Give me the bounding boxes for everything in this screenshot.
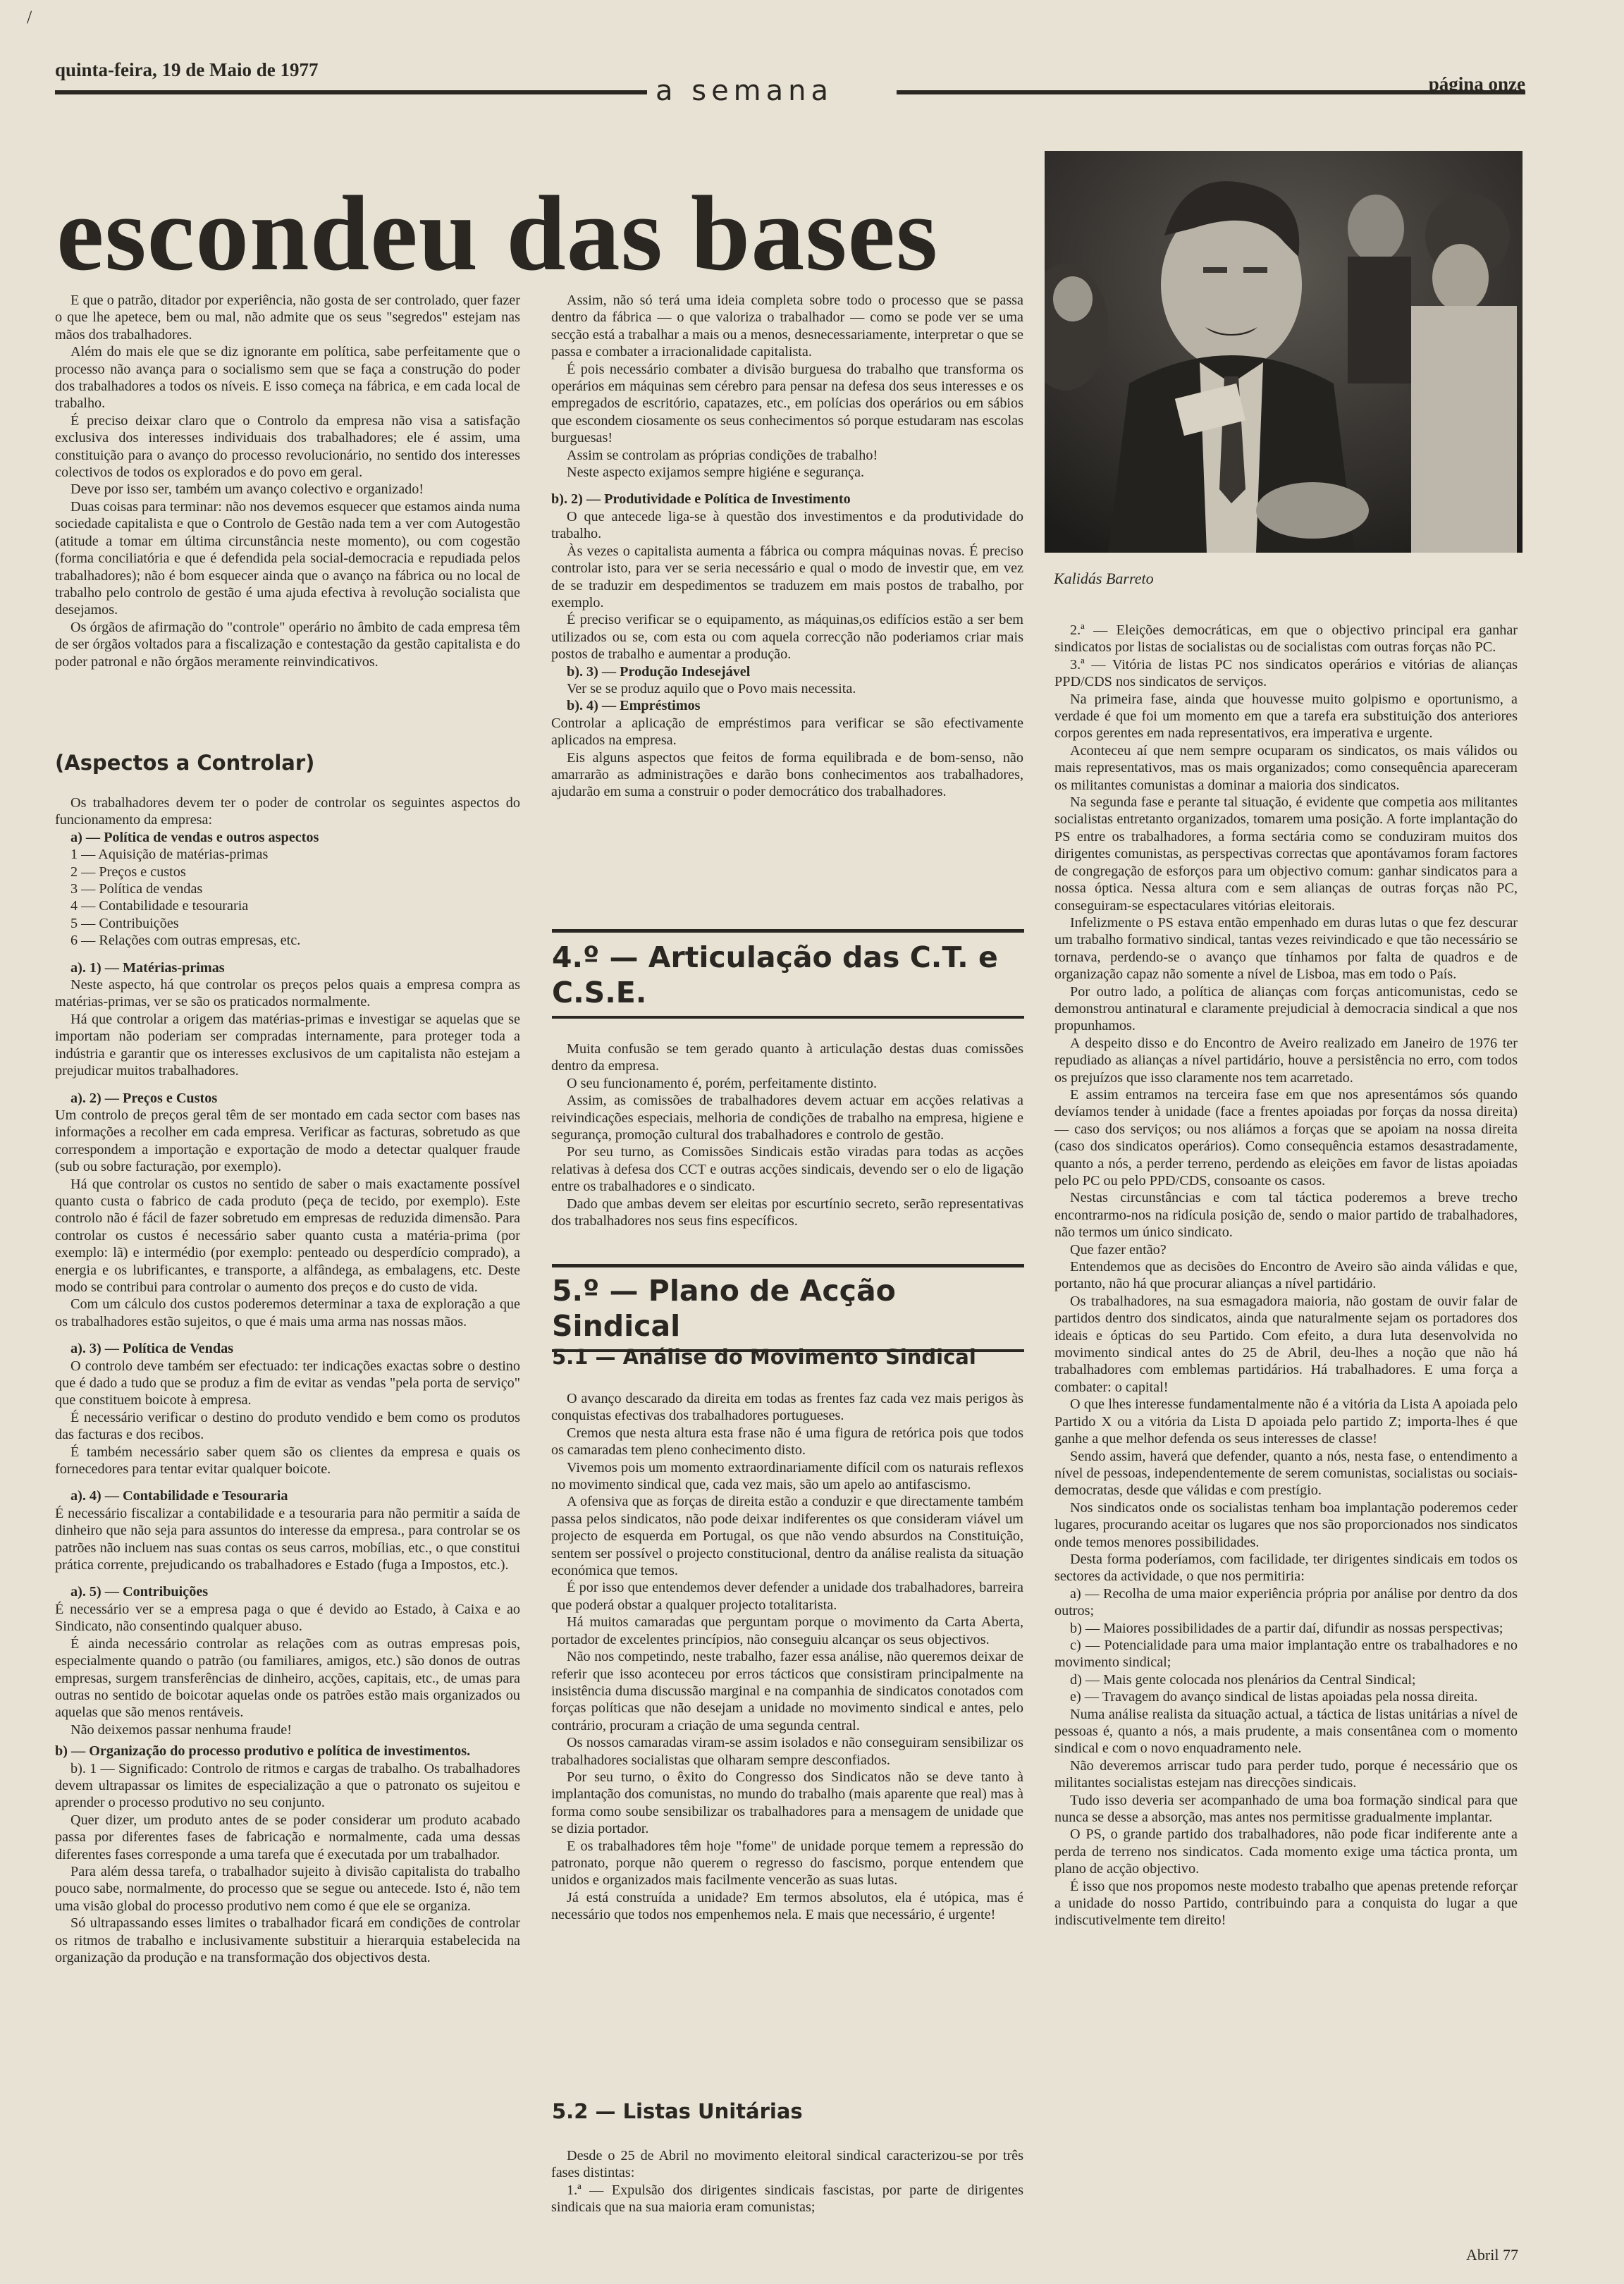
paragraph: O que antecede liga-se à questão dos investimentos e da produtividade do trabalho. [551, 508, 1023, 542]
paragraph: Tudo isso deveria ser acompanhado de uma boa formação sindical para que nunca se desse a absorção, mas antes nos permitisse gradualmente implantar. [1054, 1792, 1518, 1826]
masthead-page: página onze [1428, 73, 1525, 94]
paragraph: Por outro lado, a política de alianças com forças anticomunistas, cedo se demonstrou antinatural e claramente prejudicial à democracia sindical a que nos propunhamos. [1054, 983, 1518, 1034]
paragraph: Aconteceu aí que nem sempre ocuparam os sindicatos, os mais válidos ou mais representativos, mas os mais organizados; como consequência apareceram os militantes comunistas a dominar a maioria dos sindicatos. [1054, 742, 1518, 793]
paragraph: b) — Organização do processo produtivo e política de investimentos. [55, 1743, 471, 1760]
paragraph: d) — Mais gente colocada nos plenários da Central Sindical; [1070, 1671, 1416, 1688]
paragraph: O avanço descarado da direita em todas as frentes faz cada vez mais perigos às conquistas efectivas dos trabalhadores portugueses. [551, 1391, 1023, 1424]
paragraph: A ofensiva que as forças de direita estão a conduzir e que directamente também passa pelos sindicatos, não pode deixar indiferentes os que consideram viável um projecto de esquerda em Portugal, os que não vendo absurdos na Constituição, sentem ser possível o projecto constitucional, dentro da análise realista da situação económica que temos. [551, 1494, 1023, 1579]
paragraph: Assim, as comissões de trabalhadores devem actuar em acções relativas a reivindicações especiais, melhoria de condições de trabalho na empresa, higiene e segurança, promoção cultural dos trabalhadores e controlo de gestão. [551, 1093, 1023, 1143]
column-2 [551, 292, 1023, 801]
paragraph: a) — Recolha de uma maior experiência própria por análise por dentro da dos outros; [1054, 1585, 1518, 1619]
paragraph: Nestas circunstâncias e com tal táctica poderemos a breve trecho encontrarmo-nos na ridícula posição de, sendo o maior partido de trabalhadores, não termos um único sindicato. [1054, 1190, 1518, 1241]
paragraph: a). 2) — Preços e Custos [70, 1090, 218, 1106]
margin-mark: / [27, 7, 32, 27]
paragraph: Vivemos pois um momento extraordinariamente difícil com os naturais reflexos no movimento sindical que, cada vez mais, são um apelo ao antifascismo. [551, 1459, 1023, 1493]
paragraph: Neste aspecto exijamos sempre higiéne e segurança. [567, 465, 865, 481]
paragraph: 5 — Contribuições [70, 915, 179, 931]
photo [1045, 151, 1522, 553]
paragraph: a). 3) — Política de Vendas [70, 1341, 234, 1357]
paragraph: b) — Maiores possibilidades de a partir daí, difundir as nossas perspectivas; [1070, 1620, 1503, 1636]
paragraph: Há que controlar a origem das matérias-primas e investigar se aquelas que se importam não poderiam ser compradas internamente, para proteger toda a indústria e garantir que os interesses exclusivos de um capitalista não estejam a prejudicar muitos trabalhadores. [55, 1011, 520, 1079]
section-4-heading: 4.º — Articulação das C.T. e C.S.E. [552, 929, 1024, 1019]
photo-image [1045, 151, 1522, 553]
section-5-2-body [551, 2147, 1023, 2216]
paragraph: É ainda necessário controlar as relações com as outras empresas pois, especialmente quando o patrão (ou familiares, amigos, etc.) são donos de outras empresas, surgem transferências de dinheiro, acções, capitais, etc., de umas para outras no sentido de boicotar aquelas onde os patrões estão mais organizados ou aquelas que são menos rentáveis. [55, 1635, 520, 1721]
paragraph: Desde o 25 de Abril no movimento eleitoral sindical caracterizou-se por três fases distintas: [551, 2148, 1023, 2181]
paragraph: 1 — Aquisição de matérias-primas [70, 847, 269, 863]
paragraph: 3 — Política de vendas [70, 881, 203, 897]
paragraph: Neste aspecto, há que controlar os preços pelos quais a empresa compra as matérias-primas, ver se são os praticados normalmente. [55, 977, 520, 1010]
paragraph: O PS, o grande partido dos trabalhadores, não pode ficar indiferente ante a perda de terreno nos sindicatos. Cada momento exige uma táctica pronta, um plano de acção objectivo. [1054, 1826, 1518, 1877]
paragraph: É necessário verificar o destino do produto vendido e bem como os produtos das facturas e dos recibos. [55, 1409, 520, 1443]
paragraph: Cremos que nesta altura esta frase não é uma figura de retórica pois que todos os camaradas tem pleno conhecimento disto. [551, 1425, 1023, 1459]
paragraph: Entendemos que as decisões do Encontro de Aveiro são ainda válidas e que, portanto, não há que procurar alianças a nível partidário. [1054, 1259, 1518, 1292]
paragraph: Não nos competindo, neste trabalho, fazer essa análise, não queremos deixar de referir que isso aconteceu por erros tácticos que consistiram principalmente na insistência duma discussão marginal e na companhia de sindicatos conotados com forças políticas que não desejam a unidade no movimento sindical e antes, pelo contrário, procuram a criação de uma segunda central. [551, 1649, 1023, 1733]
paragraph: Desta forma poderíamos, com facilidade, ter dirigentes sindicais em todos os sectores da actividade, o que nos permitiria: [1054, 1551, 1518, 1585]
subsection-5-1-heading: 5.1 — Análise do Movimento Sindical [552, 1345, 976, 1369]
paragraph: Além do mais ele que se diz ignorante em política, sabe perfeitamente que o processo não avança para o socialismo sem que se faça a construção do poder dos trabalhadores a todos os níveis. E isso começa na fábrica, e em cada local de trabalho. [55, 344, 520, 412]
paragraph: Infelizmente o PS estava então empenhado em duras lutas o que fez descurar um trabalho formativo sindical, tantas vezes reivindicado e que tão necessário se tornava, perdendo-se o avanço que tínhamos por falta de quadros e de organização capaz não somente a nível de Lisboa, mas em todo o País. [1054, 914, 1518, 983]
paragraph: 6 — Relações com outras empresas, etc. [70, 933, 301, 949]
paragraph: a). 5) — Contribuições [70, 1584, 209, 1600]
paragraph: É necessário ver se a empresa paga o que é devido ao Estado, à Caixa e ao Sindicato, não consentindo qualquer abuso. [55, 1601, 520, 1635]
subsection-5-2-heading: 5.2 — Listas Unitárias [552, 2099, 803, 2123]
paragraph: 2 — Preços e custos [70, 864, 186, 880]
paragraph: Eis alguns aspectos que feitos de forma equilibrada e de bom-senso, não amarrarão as administrações e darão bons conhecimentos aos trabalhadores, ajudarão em suma a construir o poder democrático dos trabalhadores. [551, 749, 1023, 800]
paragraph: Não deveremos arriscar tudo para perder tudo, porque é necessário que os militantes socialistas estejam nas direcções sindicais. [1054, 1757, 1518, 1791]
paragraph: E assim entramos na terceira fase em que nos apresentámos sós quando devíamos tender à unidade (face a frentes apoiadas por forças da nossa direita) — caso dos serviços; ou nos aliámos a forças que se apoiam na nossa direita (caso dos sindicatos operários). Como consequência estamos desastradamente, quanto a nós, a perder terreno, perdendo as eleições em favor de listas apoiadas pelo PC ou pelo PPD/CDS, consoante os casos. [1054, 1086, 1518, 1189]
paragraph: Ver se se produz aquilo que o Povo mais necessita. [567, 680, 856, 696]
paragraph: Por seu turno, o êxito do Congresso dos Sindicatos não se deve tanto à implantação dos comunistas, no mundo do trabalho (mais aparente que real) mas à forma como soube sensibilizar os trabalhadores para a mensagem de unidade que se dizia portador. [551, 1769, 1023, 1837]
paragraph: É isso que nos propomos neste modesto trabalho que apenas pretende reforçar a unidade do nosso Partido, contribuindo para a conquista do lugar a que indiscutivelmente tem direito! [1054, 1878, 1518, 1929]
paragraph: Os órgãos de afirmação do "controle" operário no âmbito de cada empresa têm de ser órgãos voltados para a fiscalização e contestação da gestão capitalista e do poder patronal e não órgãos meramente reinvindicativos. [55, 619, 520, 670]
paragraph: Sendo assim, haverá que defender, quanto a nós, nesta fase, o entendimento a nível de pessoas, independentemente de serem comunistas, socialistas ou sociais-democratas, desde que válidas e com prestígio. [1054, 1448, 1518, 1499]
paragraph: 3.ª — Vitória de listas PC nos sindicatos operários e vitórias de alianças PPD/CDS nos sindicatos de serviços. [1054, 656, 1518, 690]
paragraph: Para além dessa tarefa, o trabalhador sujeito à divisão capitalista do trabalho pouco sabe, normalmente, do processo que se segue ou antecede. Isto é, não tem uma visão global do processo produtivo nem como é que ele se organiza. [55, 1863, 520, 1914]
section-5-heading: 5.º — Plano de Acção Sindical [552, 1264, 1024, 1352]
headline: escondeu das bases [56, 174, 939, 293]
paragraph: Controlar a aplicação de empréstimos para verificar se são efectivamente aplicados na empresa. [551, 715, 1023, 749]
section-5-1-body [551, 1390, 1023, 1924]
paragraph: Assim se controlam as próprias condições de trabalho! [567, 447, 878, 463]
paragraph: b). 3) — Produção Indesejável [567, 663, 751, 680]
paragraph: Os trabalhadores, na sua esmagadora maioria, não gostam de ouvir falar de partidos dentro dos sindicatos, ainda que naturalmente sejam os portadores dos ideais e ópticas do seu Partido. Com efeito, a dura luta desenvolvida no movimento sindical antes do 25 de Abril, deu-lhes a noção que não há trabalhadores com emblemas partidários. Há trabalhadores. E uma força a combater: o capital! [1054, 1293, 1518, 1395]
paragraph: Assim, não só terá uma ideia completa sobre todo o processo que se passa dentro da fábrica — o que valoriza o trabalhador — como se pode ver se uma secção está a trabalhar a mais ou a menos, desnecessariamente, interpretar o que se passa e combater a irracionalidade capitalista. [551, 293, 1023, 360]
paragraph: b). 4) — Empréstimos [567, 698, 701, 714]
paragraph: a). 1) — Matérias-primas [70, 959, 225, 976]
paragraph: Já está construída a unidade? Em termos absolutos, ela é utópica, mas é necessário que todos nos empenhemos nela. E mais que necessário, é urgente! [551, 1889, 1023, 1923]
photo-caption: Kalidás Barreto [1054, 570, 1154, 587]
paragraph: Deve por isso ser, também um avanço colectivo e organizado! [70, 481, 424, 498]
paragraph: Há que controlar os custos no sentido de saber o mais exactamente possível quanto custa o fabrico de cada produto (peça de tecido, por exemplo). Este controlo não é fácil de fazer sobretudo em empresas de reduzida dimensão. Para controlar os custos é necessário saber quanto custa a matéria-prima (por exemplo: lã) e intermédio (por exemplo: penteado ou desperdício comprado), a energia e os lubrificantes, e transporte, a alfândega, as embalagens, etc. Deste modo se contribui para controlar o aumento dos preços e do custo de vida. [55, 1176, 520, 1295]
paragraph: Um controlo de preços geral têm de ser montado em cada sector com bases nas informações a recolher em cada empresa. Verificar as facturas, sobretudo as que correspondem a importação e exportação de modo a detectar qualquer fraude (sub ou sobre facturação, por exemplo). [55, 1107, 520, 1175]
paragraph: Dado que ambas devem ser eleitas por escurtínio secreto, serão representativas dos trabalhadores nos seus fins específicos. [551, 1196, 1023, 1229]
paragraph: b). 2) — Produtividade e Política de Investimento [551, 491, 851, 508]
paragraph: c) — Potencialidade para uma maior implantação entre os trabalhadores e no movimento sindical; [1054, 1637, 1518, 1671]
paragraph: É pois necessário combater a divisão burguesa do trabalho que transforma os operários em máquinas sem cérebro para pensar na defesa dos seus interesses e os empregados de escritório, capatazes, etc., em polícias dos operários ou em sábios que escondem ciosamente os seus conhecimentos só porque estudaram nas escolas burguesas! [551, 361, 1023, 446]
paragraph: É preciso deixar claro que o Controlo da empresa não visa a satisfação exclusiva dos interesses individuais dos trabalhadores; ele é assim, uma constituição para o avanço do processo revolucionário, no sentido dos interesses colectivos de todos os explorados e do povo em geral. [55, 412, 520, 481]
paragraph: 1.ª — Expulsão dos dirigentes sindicais fascistas, por parte de dirigentes sindicais que na sua maioria eram comunistas; [551, 2182, 1023, 2216]
paragraph: Que fazer então? [1070, 1241, 1167, 1258]
paragraph: Os nossos camaradas viram-se assim isolados e não conseguiram sensibilizar os trabalhadores socialistas que olharam sempre desconfiados. [551, 1735, 1023, 1768]
column-3 [1054, 622, 1518, 1929]
paragraph: Na primeira fase, ainda que houvesse muito golpismo e oportunismo, a verdade é que foi um momento em que a tarefa era substituição dos anteriores corpos gerentes em nada representativos, era imperativa e urgente. [1054, 691, 1518, 742]
paragraph: Duas coisas para terminar: não nos devemos esquecer que estamos ainda numa sociedade capitalista e que o Controlo de Gestão nada tem a ver com Autogestão (atitude a tomar em última circunstância neste momento), ou com cogestão (forma conciliatória e que é defendida pela social-democracia e repudiada pelos trabalhadores); não é bom esquecer ainda que o avanço na fábrica ou no local de trabalho pelo controlo de gestão é uma ajuda efectiva à revolução socialista que desejamos. [55, 498, 520, 618]
paragraph: O seu funcionamento é, porém, perfeitamente distinto. [567, 1075, 878, 1091]
paragraph: Com um cálculo dos custos poderemos determinar a taxa de exploração a que os trabalhadores estão sujeitos, o que é mais uma arma nas nossas mãos. [55, 1296, 520, 1330]
paragraph: É necessário fiscalizar a contabilidade e a tesouraria para não permitir a saída de dinheiro que não seja para assuntos do interesse da empresa., para controlar se os patrões não incluem nas suas contas os seus carros, mobílias, etc., o que constitui prática corrente, prejudicando os trabalhadores e Estado (fuga a Impostos, etc.). [55, 1505, 520, 1573]
column-1 [55, 292, 520, 670]
paragraph: Muita confusão se tem gerado quanto à articulação destas duas comissões dentro da empresa. [551, 1041, 1023, 1074]
paragraph: E os trabalhadores têm hoje "fome" de unidade porque temem a repressão do patronato, porque não querem o regresso do fascismo, porque entendem que unidos e organizados mais facilmente vencerão as suas lutas. [551, 1838, 1023, 1889]
paragraph: Às vezes o capitalista aumenta a fábrica ou compra máquinas novas. É preciso controlar isto, para ver se seria necessário e qual o modo de investir que, em vez de se traduzir em despedimentos se traduzem em mais postos de trabalho, por exemplo. [551, 543, 1023, 610]
aspectos-heading: (Aspectos a Controlar) [55, 751, 315, 775]
paragraph: A despeito disso e do Encontro de Aveiro realizado em Janeiro de 1976 ter repudiado as alianças a nível partidário, houve a persistência no erro, com todos os prejuízos que isso claramente nos tem acarretado. [1054, 1035, 1518, 1086]
paragraph: O controlo deve também ser efectuado: ter indicações exactas sobre o destino que é dado a tudo que se produz a fim de evitar as vendas "pela porta de serviço" que constituem boicote à empresa. [55, 1358, 520, 1408]
masthead-date: quinta-feira, 19 de Maio de 1977 [55, 59, 319, 80]
paragraph: E que o patrão, ditador por experiência, não gosta de ser controlado, quer fazer o que lhe apetece, bem ou mal, não admite que os seus "segredos" estejam nas mãos dos trabalhadores. [55, 293, 520, 343]
paragraph: a). 4) — Contabilidade e Tesouraria [70, 1488, 288, 1504]
paragraph: Quer dizer, um produto antes de se poder considerar um produto acabado passa por diferentes fases de fabricação e normalmente, cada uma dessas diferentes fases corresponde a uma tarefa que é executada por um trabalhador. [55, 1812, 520, 1862]
paragraph: É também necessário saber quem são os clientes da empresa e quais os fornecedores para tentar evitar qualquer boicote. [55, 1444, 520, 1478]
paragraph: 2.ª — Eleições democráticas, em que o objectivo principal era ganhar sindicatos por listas de socialistas ou de socialistas com outras forças não PC. [1054, 622, 1518, 656]
paragraph: Nos sindicatos onde os socialistas tenham boa implantação poderemos ceder lugares, procurando aceitar os lugares que nos são proporcionados nos sindicatos onde temos menores possibilidades. [1054, 1499, 1518, 1550]
paragraph: e) — Travagem do avanço sindical de listas apoiadas pela nossa direita. [1070, 1689, 1478, 1705]
paragraph: Há muitos camaradas que perguntam porque o movimento da Carta Aberta, portador de excelentes princípios, não conseguiu alcançar os seus objectivos. [551, 1614, 1023, 1647]
section-4-body [551, 1040, 1023, 1229]
paragraph: Só ultrapassando esses limites o trabalhador ficará em condições de controlar os ritmos de trabalho e inclusivamente substituir a hierarquia estabelecida na organização da produção e na transformação dos objectivos desta. [55, 1915, 520, 1965]
paragraph: É preciso verificar se o equipamento, as máquinas,os edifícios estão a ser bem utilizados ou se, com esta ou com aquela correcção não poderiamos criar mais postos de trabalho e aumentar a produção. [551, 612, 1023, 663]
column-1-continued [55, 794, 520, 1966]
masthead-rule-left [55, 90, 647, 94]
paragraph: Não deixemos passar nenhuma fraude! [70, 1721, 292, 1738]
paragraph: a) — Política de vendas e outros aspectos [70, 829, 319, 845]
paragraph: 4 — Contabilidade e tesouraria [70, 898, 249, 914]
footer-date: Abril 77 [1466, 2246, 1518, 2264]
paragraph: O que lhes interesse fundamentalmente não é a vitória da Lista A apoiada pelo Partido X ou a vitória da Lista D apoiada pelo partido Z; importa-lhes é que ganhe a que melhor defenda os seus interesses de classe! [1054, 1396, 1518, 1447]
paragraph: Na segunda fase e perante tal situação, é evidente que competia aos militantes socialistas entretanto organizados, tomarem uma posição. A forte implantação do PS entre os trabalhadores, a forma sectária como se conduziram muitos dos dirigentes comunistas, as perspectivas correctas que apontávamos foram factores de congregação de esforços para um objectivo comum: ganhar sindicatos para a nossa óptica. Nessa altura com e sem alianças de outras forças não PC, conseguiram-se espectaculares vitórias eleitorais. [1054, 794, 1518, 914]
paragraph: Por seu turno, as Comissões Sindicais estão viradas para todas as acções relativas à defesa dos CCT e outras acções sindicais, devendo ser o elo de ligação entre os trabalhadores e o sindicato. [551, 1144, 1023, 1195]
paragraph: b). 1 — Significado: Controlo de ritmos e cargas de trabalho. Os trabalhadores devem ultrapassar os limites de especialização a que o patronato os sujeitou e aprender o processo produtivo no seu conjunto. [55, 1760, 520, 1811]
paragraph: Numa análise realista da situação actual, a táctica de listas unitárias a nível de pessoas é, quanto a nós, a mais prudente, a mais consentânea com o momento sindical e com o novo enquadramento nele. [1054, 1706, 1518, 1757]
paragraph: É por isso que entendemos dever defender a unidade dos trabalhadores, barreira que poderá obstar a qualquer projecto totalitarista. [551, 1580, 1023, 1613]
masthead-name: a semana [656, 75, 834, 107]
paragraph: Os trabalhadores devem ter o poder de controlar os seguintes aspectos do funcionamento da empresa: [55, 795, 520, 828]
